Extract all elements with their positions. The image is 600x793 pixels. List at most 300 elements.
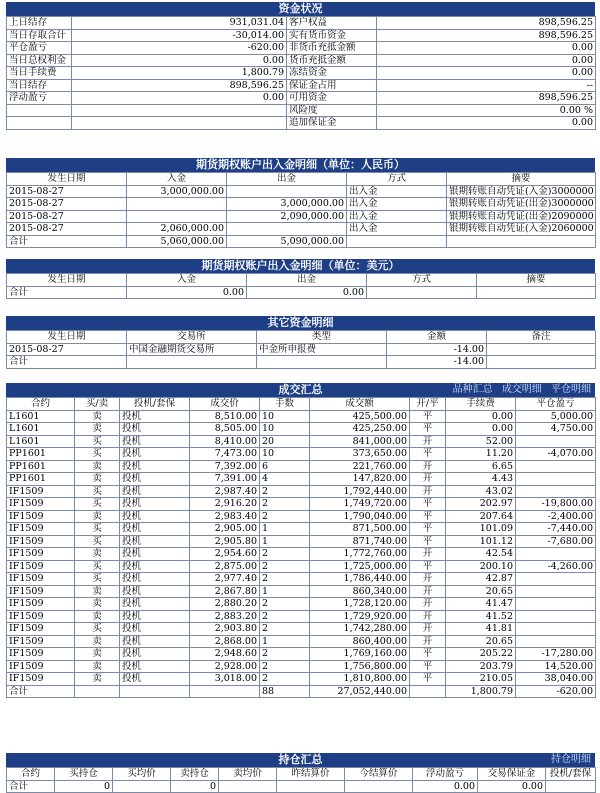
table-cell: 2 bbox=[260, 660, 310, 673]
table-cell: 2,903.80 bbox=[190, 623, 260, 636]
total-cell bbox=[75, 685, 120, 698]
table-cell: 20.65 bbox=[446, 635, 516, 648]
table-cell: 投机 bbox=[120, 660, 190, 673]
table-row bbox=[7, 548, 596, 561]
fund-row bbox=[7, 104, 596, 117]
total-cell bbox=[120, 685, 190, 698]
table-cell: 投机 bbox=[120, 573, 190, 586]
table-cell: PP1601 bbox=[7, 460, 75, 473]
column-header: 浮动盈亏 bbox=[413, 768, 478, 781]
table-cell: PP1601 bbox=[7, 473, 75, 486]
table-cell: 203.79 bbox=[446, 660, 516, 673]
table-cell: L1601 bbox=[7, 423, 75, 436]
total-cell: 合计 bbox=[7, 235, 127, 248]
table-cell: 10 bbox=[260, 448, 310, 461]
total-cell: 1,800.79 bbox=[446, 685, 516, 698]
table-cell: 42.54 bbox=[446, 548, 516, 561]
table-cell: 2 bbox=[260, 498, 310, 511]
table-cell: 中国金融期货交易所 bbox=[127, 343, 257, 356]
table-cell: 投机 bbox=[120, 410, 190, 423]
table-cell: IF1509 bbox=[7, 635, 75, 648]
fund-value: -- bbox=[377, 79, 596, 92]
table-cell: 0.00 bbox=[446, 410, 516, 423]
table-cell: 43.02 bbox=[446, 485, 516, 498]
table-cell: L1601 bbox=[7, 435, 75, 448]
table-cell: 2 bbox=[260, 673, 310, 686]
positions-table bbox=[6, 767, 596, 793]
table-cell: 开 bbox=[410, 573, 446, 586]
table-cell: 卖 bbox=[75, 410, 120, 423]
table-cell: 投机 bbox=[120, 610, 190, 623]
fund-value: 898,596.25 bbox=[377, 29, 596, 42]
table-cell: 2,875.00 bbox=[190, 560, 260, 573]
column-header: 交易保证金 bbox=[478, 768, 546, 781]
table-row bbox=[7, 523, 596, 536]
fund-label: 可用资金 bbox=[287, 92, 377, 105]
table-cell: -2,400.00 bbox=[516, 510, 596, 523]
column-header: 出金 bbox=[227, 173, 347, 186]
table-cell: 2,883.20 bbox=[190, 610, 260, 623]
table-cell: 投机 bbox=[120, 560, 190, 573]
table-cell: 平 bbox=[410, 498, 446, 511]
table-cell: IF1509 bbox=[7, 585, 75, 598]
fund-row bbox=[7, 42, 596, 55]
table-cell: 20.65 bbox=[446, 585, 516, 598]
table-row bbox=[7, 623, 596, 636]
link-trade-details[interactable]: 成交明细 bbox=[501, 384, 542, 395]
table-row bbox=[7, 198, 596, 211]
table-cell: 1,772,760.00 bbox=[310, 548, 410, 561]
table-cell: 买 bbox=[75, 448, 120, 461]
table-cell: 8,510.00 bbox=[190, 410, 260, 423]
table-cell: 200.10 bbox=[446, 560, 516, 573]
total-cell: 27,052,440.00 bbox=[310, 685, 410, 698]
column-header: 入金 bbox=[127, 173, 227, 186]
table-cell: IF1509 bbox=[7, 648, 75, 661]
total-cell: 0.00 bbox=[127, 286, 247, 299]
table-cell: 2 bbox=[260, 648, 310, 661]
fund-label: 当日手续费 bbox=[7, 67, 72, 80]
table-row bbox=[7, 635, 596, 648]
fund-row bbox=[7, 54, 596, 67]
table-cell: IF1509 bbox=[7, 623, 75, 636]
fund-value: 0.00 bbox=[377, 42, 596, 55]
total-cell bbox=[477, 286, 596, 299]
table-cell: 1,810,800.00 bbox=[310, 673, 410, 686]
table-cell: 2,090,000.00 bbox=[227, 210, 347, 223]
table-cell: 卖 bbox=[75, 598, 120, 611]
table-cell bbox=[516, 485, 596, 498]
column-header: 买持仓 bbox=[55, 768, 113, 781]
total-cell bbox=[127, 356, 257, 369]
fund-value: 0.00 bbox=[377, 67, 596, 80]
total-cell: -620.00 bbox=[516, 685, 596, 698]
table-cell: 出入金 bbox=[347, 185, 447, 198]
table-row bbox=[7, 343, 596, 356]
table-row bbox=[7, 598, 596, 611]
link-position-details[interactable]: 持仓明细 bbox=[551, 754, 591, 765]
table-cell: 6.65 bbox=[446, 460, 516, 473]
link-close-details[interactable]: 平仓明细 bbox=[551, 384, 591, 395]
total-cell: 0.00 bbox=[478, 780, 546, 793]
table-row bbox=[7, 223, 596, 236]
fund-label: 货币充抵金额 bbox=[287, 54, 377, 67]
table-cell: 2 bbox=[260, 485, 310, 498]
table-cell: 卖 bbox=[75, 510, 120, 523]
table-row bbox=[7, 585, 596, 598]
table-cell: 卖 bbox=[75, 460, 120, 473]
fund-value: 898,596.25 bbox=[377, 92, 596, 105]
total-row bbox=[7, 685, 596, 698]
table-cell: 11.20 bbox=[446, 448, 516, 461]
table-row bbox=[7, 573, 596, 586]
column-header: 入金 bbox=[127, 274, 247, 287]
table-row bbox=[7, 498, 596, 511]
table-cell: 202.97 bbox=[446, 498, 516, 511]
trades-section bbox=[6, 383, 595, 698]
total-cell: 合计 bbox=[7, 780, 55, 793]
table-cell: 银期转账自动凭证(出金)3000000 bbox=[447, 198, 596, 211]
table-cell: 买 bbox=[75, 623, 120, 636]
usd-table bbox=[6, 273, 596, 299]
table-cell bbox=[127, 210, 227, 223]
table-cell: 卖 bbox=[75, 648, 120, 661]
fund-row bbox=[7, 117, 596, 130]
table-cell: IF1509 bbox=[7, 673, 75, 686]
table-cell bbox=[516, 473, 596, 486]
table-cell: 2015-08-27 bbox=[7, 343, 127, 356]
rmb-title: 期货期权账户出入金明细（单位：人民币） bbox=[6, 158, 595, 172]
table-cell: IF1509 bbox=[7, 498, 75, 511]
column-header: 投机/套保 bbox=[120, 398, 190, 411]
column-header: 投机/套保 bbox=[546, 768, 596, 781]
table-cell: 投机 bbox=[120, 623, 190, 636]
table-cell: 开 bbox=[410, 623, 446, 636]
column-header: 昨结算价 bbox=[277, 768, 345, 781]
table-cell: 1,790,040.00 bbox=[310, 510, 410, 523]
table-cell bbox=[516, 623, 596, 636]
table-cell: 2,868.00 bbox=[190, 635, 260, 648]
column-header: 发生日期 bbox=[7, 274, 127, 287]
table-cell: 投机 bbox=[120, 585, 190, 598]
trades-header bbox=[6, 383, 595, 397]
table-cell: 卖 bbox=[75, 473, 120, 486]
link-variety-summary[interactable]: 品种汇总 bbox=[452, 384, 493, 395]
table-cell: 1 bbox=[260, 523, 310, 536]
total-cell: 0.00 bbox=[247, 286, 367, 299]
column-header: 开/平 bbox=[410, 398, 446, 411]
table-cell: 开 bbox=[410, 435, 446, 448]
table-cell: 出入金 bbox=[347, 223, 447, 236]
fund-label: 实有货币资金 bbox=[287, 29, 377, 42]
table-cell bbox=[516, 573, 596, 586]
fund-label: 平仓盈亏 bbox=[7, 42, 72, 55]
table-cell: 投机 bbox=[120, 635, 190, 648]
column-header: 方式 bbox=[347, 173, 447, 186]
table-cell: 2 bbox=[260, 548, 310, 561]
table-cell: 中金所申报费 bbox=[257, 343, 387, 356]
table-cell: -17,280.00 bbox=[516, 648, 596, 661]
total-cell: 合计 bbox=[7, 286, 127, 299]
total-cell bbox=[410, 685, 446, 698]
table-row bbox=[7, 210, 596, 223]
table-cell: 2015-08-27 bbox=[7, 198, 127, 211]
table-cell: 2015-08-27 bbox=[7, 210, 127, 223]
table-cell: 10 bbox=[260, 423, 310, 436]
table-cell: 1,786,440.00 bbox=[310, 573, 410, 586]
table-cell: 投机 bbox=[120, 460, 190, 473]
column-header: 平仓盈亏 bbox=[516, 398, 596, 411]
table-cell: -4,260.00 bbox=[516, 560, 596, 573]
table-cell: 207.64 bbox=[446, 510, 516, 523]
table-cell: 871,500.00 bbox=[310, 523, 410, 536]
table-cell: 买 bbox=[75, 573, 120, 586]
table-cell: 开 bbox=[410, 548, 446, 561]
table-cell: 860,400.00 bbox=[310, 635, 410, 648]
table-cell: IF1509 bbox=[7, 610, 75, 623]
column-header: 成交价 bbox=[190, 398, 260, 411]
fund-label: 非货币充抵金额 bbox=[287, 42, 377, 55]
column-header: 方式 bbox=[367, 274, 477, 287]
table-cell: 860,340.00 bbox=[310, 585, 410, 598]
table-cell: 1 bbox=[260, 535, 310, 548]
table-cell: 买 bbox=[75, 435, 120, 448]
table-cell: 425,500.00 bbox=[310, 410, 410, 423]
table-cell: 卖 bbox=[75, 610, 120, 623]
table-cell: 2,880.20 bbox=[190, 598, 260, 611]
total-cell: 0 bbox=[55, 780, 113, 793]
table-cell: 平 bbox=[410, 448, 446, 461]
fund-value bbox=[72, 117, 287, 130]
fund-label: 冻结资金 bbox=[287, 67, 377, 80]
table-cell: 开 bbox=[410, 585, 446, 598]
total-row bbox=[7, 235, 596, 248]
table-cell: 1,729,920.00 bbox=[310, 610, 410, 623]
table-cell: 买 bbox=[75, 560, 120, 573]
fund-value: 1,800.79 bbox=[72, 67, 287, 80]
table-cell: IF1509 bbox=[7, 573, 75, 586]
total-cell: -14.00 bbox=[387, 356, 487, 369]
table-cell: 2,867.80 bbox=[190, 585, 260, 598]
column-header: 今结算价 bbox=[345, 768, 413, 781]
table-cell: PP1601 bbox=[7, 448, 75, 461]
total-cell bbox=[113, 780, 171, 793]
table-cell: 平 bbox=[410, 560, 446, 573]
fund-value: 898,596.25 bbox=[72, 79, 287, 92]
column-header: 合约 bbox=[7, 398, 75, 411]
table-cell: 221,760.00 bbox=[310, 460, 410, 473]
table-cell: 2 bbox=[260, 573, 310, 586]
table-cell: 投机 bbox=[120, 535, 190, 548]
table-row bbox=[7, 185, 596, 198]
table-cell: 3,000,000.00 bbox=[227, 198, 347, 211]
table-cell: 买 bbox=[75, 523, 120, 536]
table-row bbox=[7, 648, 596, 661]
table-cell: 52.00 bbox=[446, 435, 516, 448]
table-cell: 平 bbox=[410, 660, 446, 673]
table-cell: 平 bbox=[410, 535, 446, 548]
fund-label: 客户权益 bbox=[287, 17, 377, 30]
table-cell: 平 bbox=[410, 648, 446, 661]
table-cell: 1 bbox=[260, 585, 310, 598]
trades-table bbox=[6, 397, 596, 698]
fund-value: 0.00 bbox=[377, 54, 596, 67]
table-cell: 2,060,000.00 bbox=[127, 223, 227, 236]
column-header: 手数 bbox=[260, 398, 310, 411]
table-cell: 开 bbox=[410, 460, 446, 473]
table-cell: 2015-08-27 bbox=[7, 185, 127, 198]
table-cell: 银期转账自动凭证(出金)2090000 bbox=[447, 210, 596, 223]
table-cell: 42.87 bbox=[446, 573, 516, 586]
table-cell: 开 bbox=[410, 485, 446, 498]
total-cell bbox=[546, 780, 596, 793]
total-cell: 合计 bbox=[7, 685, 75, 698]
table-cell: 3,018.00 bbox=[190, 673, 260, 686]
table-cell: 41.81 bbox=[446, 623, 516, 636]
table-cell: 平 bbox=[410, 410, 446, 423]
table-cell: 147,820.00 bbox=[310, 473, 410, 486]
column-header: 备注 bbox=[487, 331, 596, 344]
table-cell: 2 bbox=[260, 610, 310, 623]
table-cell: 205.22 bbox=[446, 648, 516, 661]
table-cell: -14.00 bbox=[387, 343, 487, 356]
table-cell: 投机 bbox=[120, 435, 190, 448]
total-cell bbox=[487, 356, 596, 369]
fund-title: 资金状况 bbox=[6, 2, 595, 16]
table-cell: 卖 bbox=[75, 635, 120, 648]
table-cell: 41.47 bbox=[446, 598, 516, 611]
fund-section bbox=[6, 2, 595, 130]
fund-row bbox=[7, 92, 596, 105]
column-header: 卖均价 bbox=[219, 768, 277, 781]
table-cell bbox=[516, 585, 596, 598]
table-cell bbox=[227, 223, 347, 236]
fund-row bbox=[7, 79, 596, 92]
table-cell: IF1509 bbox=[7, 548, 75, 561]
table-cell bbox=[516, 460, 596, 473]
fund-value: 0.00 bbox=[377, 117, 596, 130]
fund-label bbox=[7, 104, 72, 117]
table-cell bbox=[516, 435, 596, 448]
total-cell: 0 bbox=[171, 780, 219, 793]
fund-label: 风险度 bbox=[287, 104, 377, 117]
fund-value: 0.00 bbox=[72, 54, 287, 67]
table-cell: 2 bbox=[260, 598, 310, 611]
fund-value: -620.00 bbox=[72, 42, 287, 55]
table-cell: 1,725,000.00 bbox=[310, 560, 410, 573]
table-cell: 开 bbox=[410, 598, 446, 611]
fund-label: 浮动盈亏 bbox=[7, 92, 72, 105]
column-header: 发生日期 bbox=[7, 331, 127, 344]
total-cell bbox=[257, 356, 387, 369]
table-cell: 101.12 bbox=[446, 535, 516, 548]
table-cell: 投机 bbox=[120, 648, 190, 661]
fund-value: 931,031.04 bbox=[72, 17, 287, 30]
total-row bbox=[7, 286, 596, 299]
column-header: 买均价 bbox=[113, 768, 171, 781]
column-header: 交易所 bbox=[127, 331, 257, 344]
table-cell: 1,742,280.00 bbox=[310, 623, 410, 636]
table-cell bbox=[516, 635, 596, 648]
fund-table bbox=[6, 16, 596, 130]
table-cell: 2 bbox=[260, 510, 310, 523]
total-cell bbox=[190, 685, 260, 698]
table-cell: 2,948.60 bbox=[190, 648, 260, 661]
table-cell: L1601 bbox=[7, 410, 75, 423]
table-cell: 2,954.60 bbox=[190, 548, 260, 561]
table-row bbox=[7, 510, 596, 523]
table-cell: 4,750.00 bbox=[516, 423, 596, 436]
fund-row bbox=[7, 67, 596, 80]
table-cell: 2,977.40 bbox=[190, 573, 260, 586]
table-cell: 1,728,120.00 bbox=[310, 598, 410, 611]
table-cell: 投机 bbox=[120, 485, 190, 498]
table-cell: 20 bbox=[260, 435, 310, 448]
fund-label: 上日结存 bbox=[7, 17, 72, 30]
table-cell: 银期转账自动凭证(入金)2060000 bbox=[447, 223, 596, 236]
table-cell: 投机 bbox=[120, 448, 190, 461]
fund-label: 追加保证金 bbox=[287, 117, 377, 130]
header-row bbox=[7, 398, 596, 411]
column-header: 出金 bbox=[247, 274, 367, 287]
table-cell: 1 bbox=[260, 635, 310, 648]
table-cell: IF1509 bbox=[7, 523, 75, 536]
table-cell bbox=[227, 185, 347, 198]
column-header: 发生日期 bbox=[7, 173, 127, 186]
column-header: 摘要 bbox=[447, 173, 596, 186]
fund-label: 当日存取合计 bbox=[7, 29, 72, 42]
table-cell: IF1509 bbox=[7, 560, 75, 573]
positions-title: 持仓汇总 bbox=[278, 753, 323, 766]
table-cell: 2,928.00 bbox=[190, 660, 260, 673]
table-cell: -7,440.00 bbox=[516, 523, 596, 536]
fund-label: 当日结存 bbox=[7, 79, 72, 92]
table-cell bbox=[127, 198, 227, 211]
table-row bbox=[7, 485, 596, 498]
total-cell bbox=[277, 780, 345, 793]
table-row bbox=[7, 560, 596, 573]
total-cell bbox=[367, 286, 477, 299]
positions-section bbox=[6, 753, 595, 793]
table-cell: 4.43 bbox=[446, 473, 516, 486]
column-header: 摘要 bbox=[477, 274, 596, 287]
table-cell: -7,680.00 bbox=[516, 535, 596, 548]
total-cell: 88 bbox=[260, 685, 310, 698]
table-row bbox=[7, 610, 596, 623]
table-cell: 开 bbox=[410, 635, 446, 648]
usd-title: 期货期权账户出入金明细（单位：美元） bbox=[6, 259, 595, 273]
total-cell bbox=[347, 235, 447, 248]
usd-section bbox=[6, 259, 595, 299]
table-cell: IF1509 bbox=[7, 660, 75, 673]
table-cell: 8,410.00 bbox=[190, 435, 260, 448]
table-cell: 2,983.40 bbox=[190, 510, 260, 523]
table-cell: 373,650.00 bbox=[310, 448, 410, 461]
table-cell: 1,769,160.00 bbox=[310, 648, 410, 661]
table-cell: IF1509 bbox=[7, 598, 75, 611]
table-cell: 3,000,000.00 bbox=[127, 185, 227, 198]
table-cell: 买 bbox=[75, 485, 120, 498]
table-cell: 38,040.00 bbox=[516, 673, 596, 686]
table-cell: 210.05 bbox=[446, 673, 516, 686]
table-cell: 6 bbox=[260, 460, 310, 473]
table-row bbox=[7, 660, 596, 673]
table-cell: 平 bbox=[410, 423, 446, 436]
table-cell: 银期转账自动凭证(入金)3000000 bbox=[447, 185, 596, 198]
table-row bbox=[7, 473, 596, 486]
other-title: 其它资金明细 bbox=[6, 316, 595, 330]
table-cell: 投机 bbox=[120, 498, 190, 511]
